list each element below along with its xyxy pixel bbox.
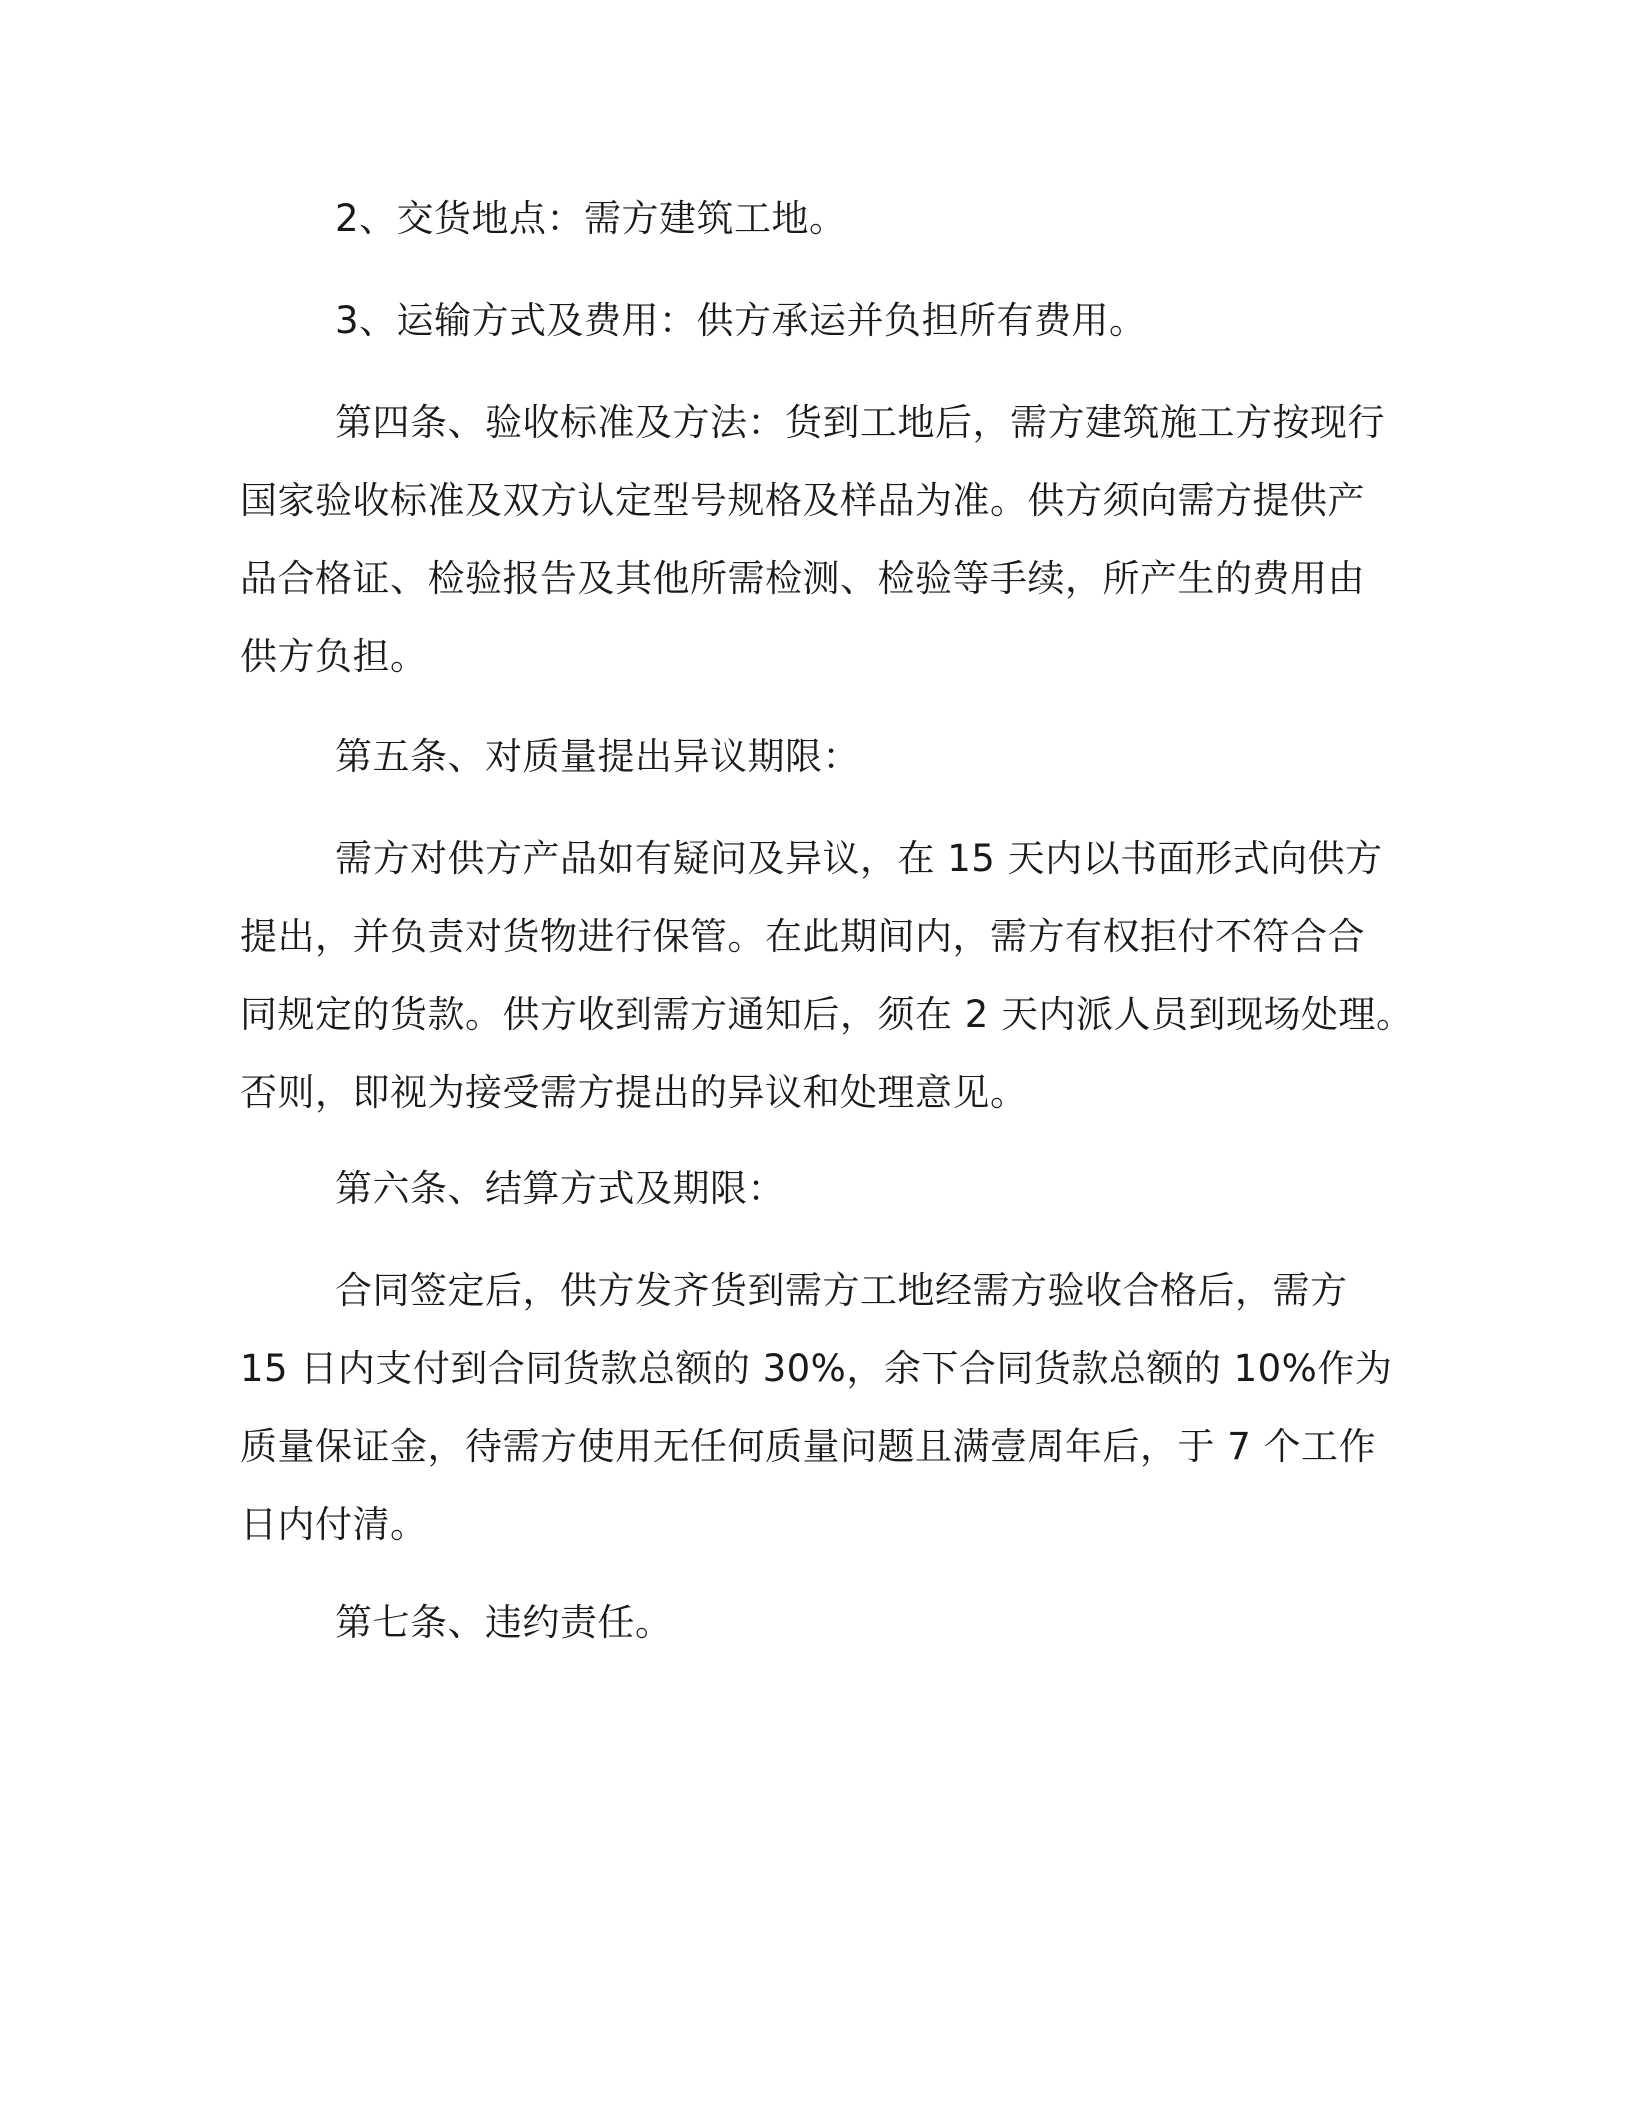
text-line: 同规定的货款。供方收到需方通知后，须在 2 天内派人员到现场处理。 (240, 993, 1414, 1036)
text-line: 质量保证金，待需方使用无任何质量问题且满壹周年后，于 7 个工作 (240, 1425, 1377, 1468)
text-line: 国家验收标准及双方认定型号规格及样品为准。供方须向需方提供产 (240, 479, 1365, 522)
text-line: 合同签定后，供方发齐货到需方工地经需方验收合格后，需方 (335, 1269, 1348, 1312)
text-line: 需方对供方产品如有疑问及异议，在 15 天内以书面形式向供方 (335, 837, 1383, 880)
paragraph-delivery-location (240, 180, 1405, 258)
paragraph-article-6-body (240, 1252, 1405, 1564)
text-line: 日内付清。 (240, 1503, 428, 1546)
paragraph-article-6-heading (240, 1150, 1405, 1228)
text-line: 供方负担。 (240, 635, 428, 678)
text-line: 第四条、验收标准及方法：货到工地后，需方建筑施工方按现行 (335, 401, 1385, 444)
paragraph-article-7-heading (240, 1584, 1405, 1662)
text-line: 2、交货地点：需方建筑工地。 (335, 197, 847, 240)
paragraph-article-4-acceptance (240, 384, 1405, 696)
text-line: 否则，即视为接受需方提出的异议和处理意见。 (240, 1071, 1028, 1114)
text-line: 3、运输方式及费用：供方承运并负担所有费用。 (335, 299, 1147, 342)
paragraph-transport-method (240, 282, 1405, 360)
text-line: 提出，并负责对货物进行保管。在此期间内，需方有权拒付不符合合 (240, 915, 1365, 958)
text-line: 第六条、结算方式及期限： (335, 1167, 785, 1210)
text-line: 15 日内支付到合同货款总额的 30%，余下合同货款总额的 10%作为 (240, 1347, 1393, 1390)
text-line: 品合格证、检验报告及其他所需检测、检验等手续，所产生的费用由 (240, 557, 1365, 600)
paragraph-article-5-heading (240, 718, 1405, 796)
paragraph-article-5-body (240, 820, 1414, 1132)
text-line: 第五条、对质量提出异议期限： (335, 735, 860, 778)
text-line: 第七条、违约责任。 (335, 1601, 673, 1644)
